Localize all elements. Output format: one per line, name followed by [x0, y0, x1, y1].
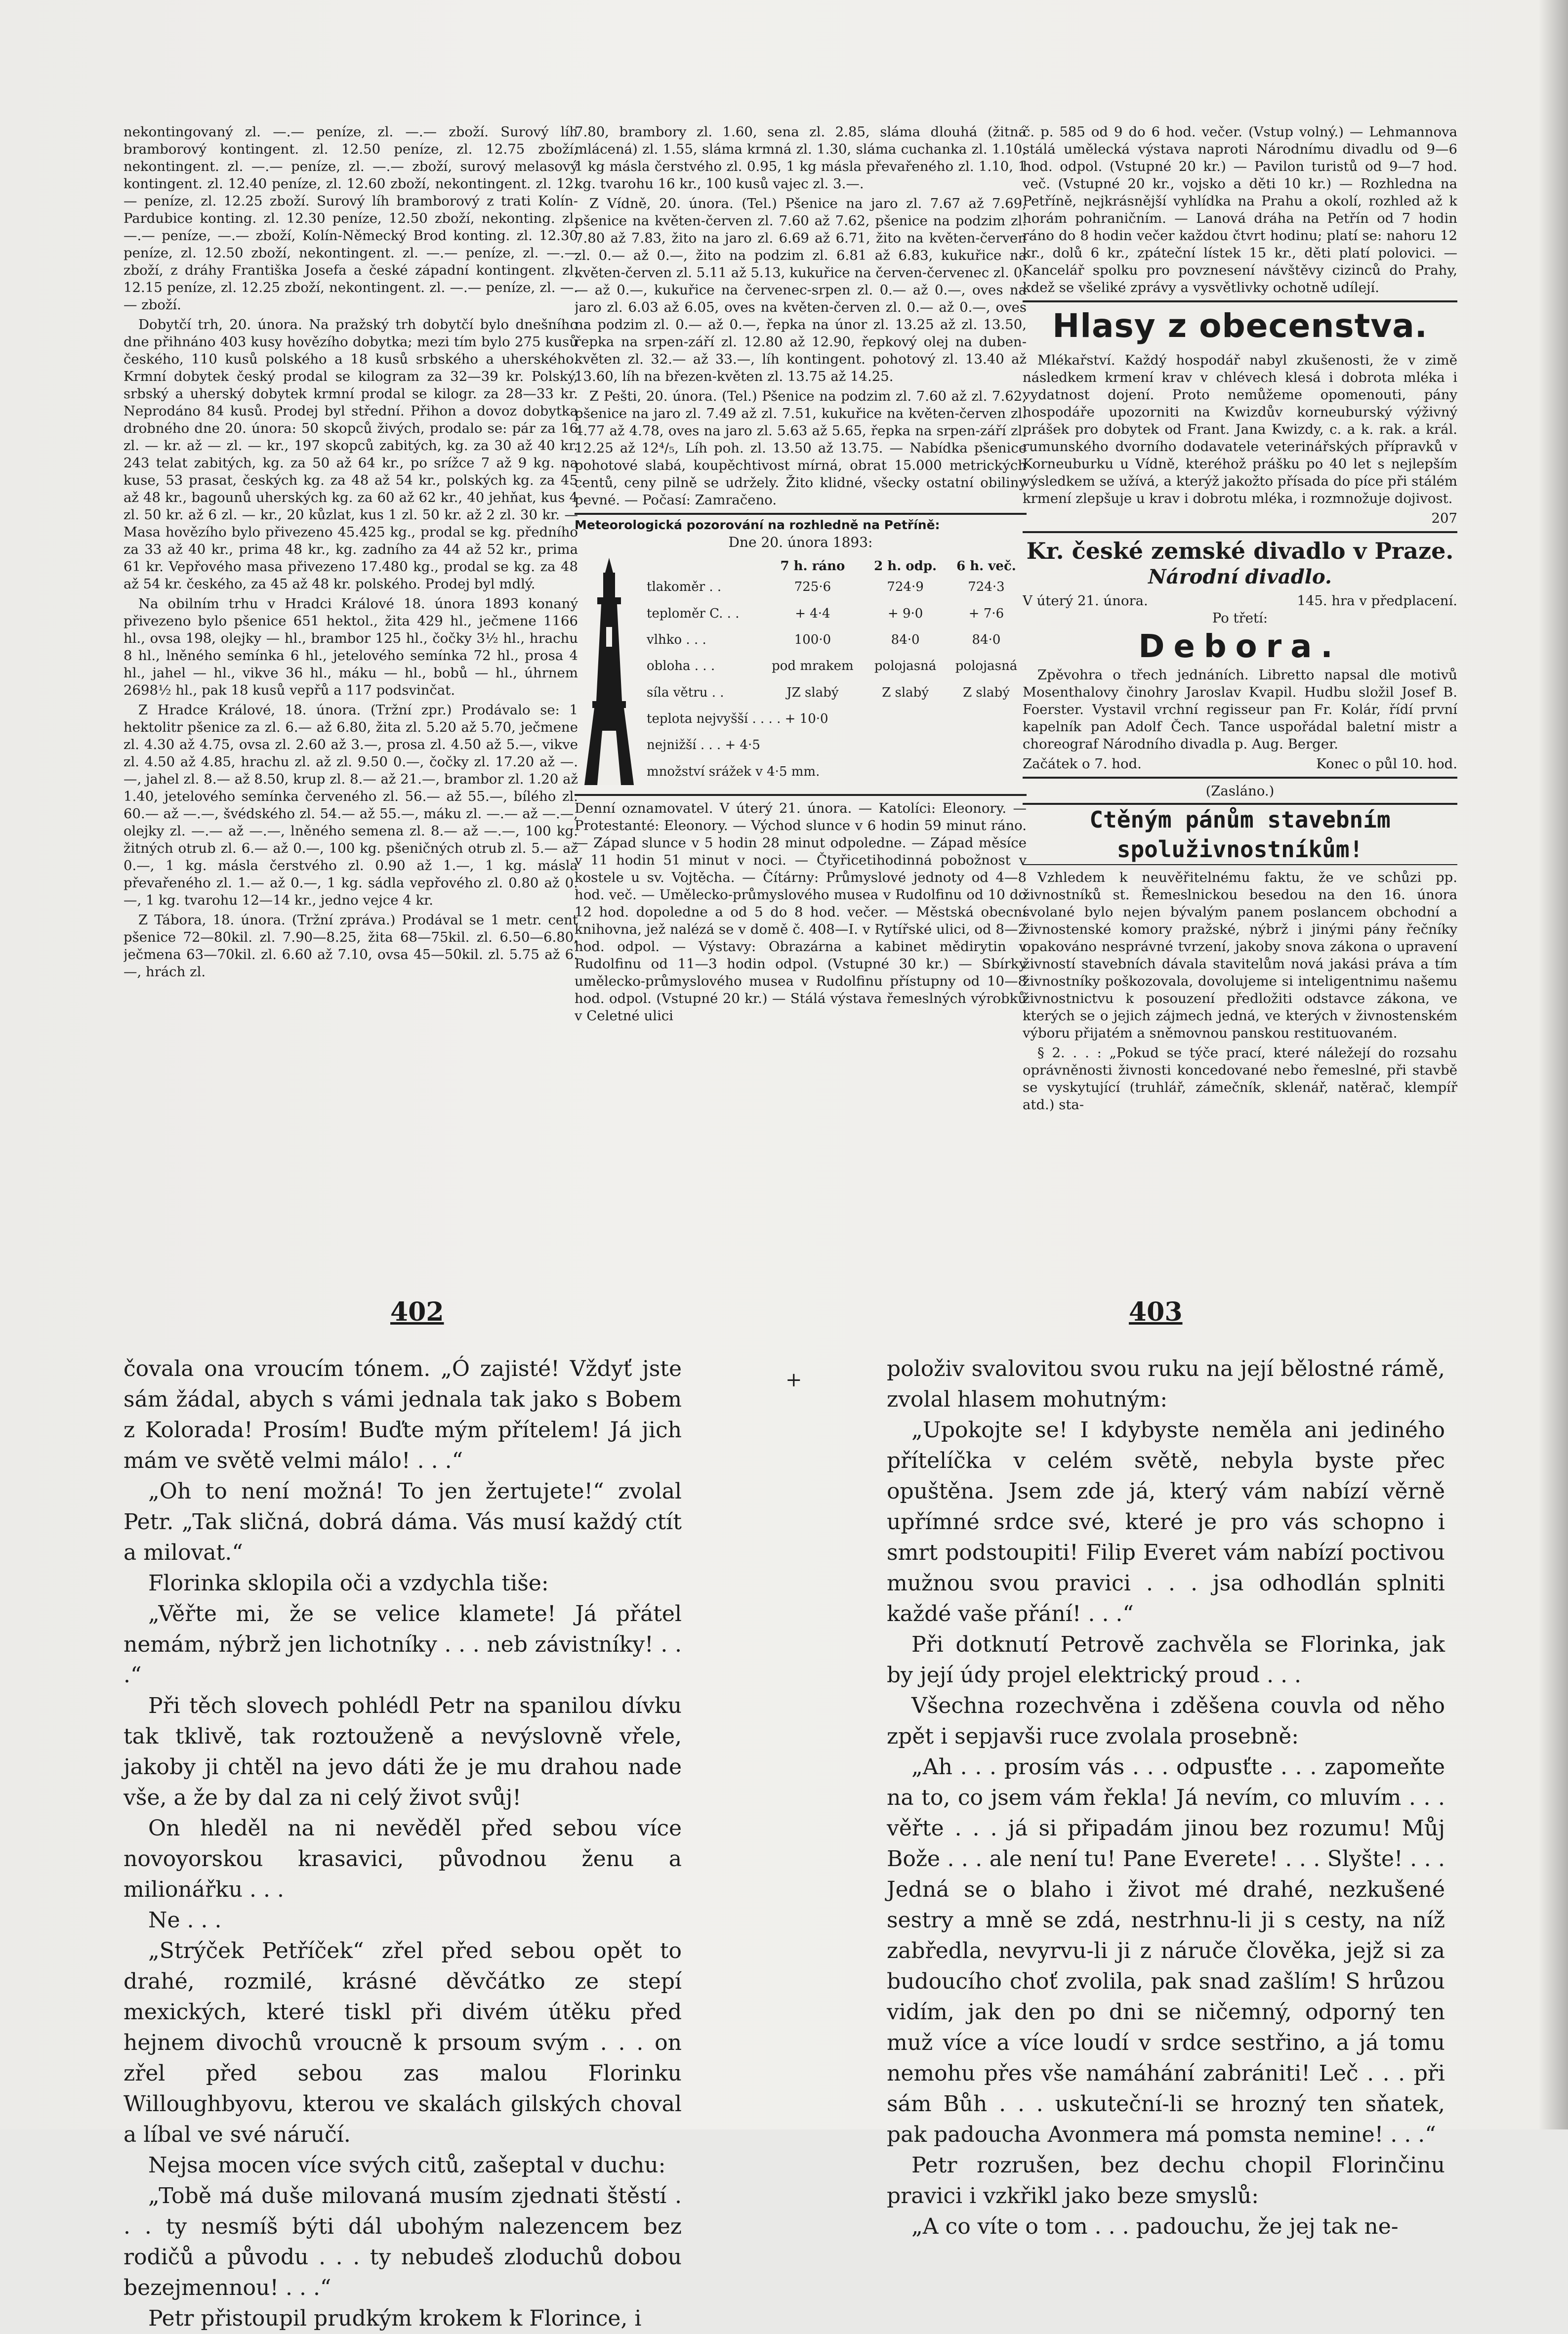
advert-title: Ctěným pánům stavebním spoluživnostníkům! — [1023, 803, 1457, 865]
paragraph: „A co víte o tom . . . padouchu, že jej tak ne- — [911, 2214, 1399, 2239]
paragraph: Při těch slovech pohlédl Petr na spanilou dívku tak tklivě, tak roztouženě a nevýslovně vřele, jakoby ji chtěl na jevo dáti že je mu drahou nade vše, a že by dal za ni celý život svůj! — [124, 1693, 682, 1810]
paragraph: On hleděl na ni nevěděl před sebou více novoyorskou krasavici, původnou ženu a milionářku . . . — [124, 1816, 682, 1902]
theatre-end: Konec o půl 10. hod. — [1316, 756, 1457, 772]
divider — [1023, 777, 1457, 779]
theatre-title: Kr. české zemské divadlo v Praze. — [1026, 538, 1454, 564]
meteo-cell: 725·6 — [794, 580, 831, 595]
table-row — [644, 685, 1027, 711]
meteo-row-label: teploměr C. . . — [647, 606, 740, 621]
theatre-perf: 145. hra v předplacení. — [1297, 593, 1457, 609]
meteo-cell: polojasná — [955, 659, 1018, 674]
table-row — [644, 658, 1027, 684]
petrin-tower-icon — [575, 553, 644, 790]
paragraph: „Tobě má duše milovaná musím zjednati štěstí . . . ty nesmíš býti dál ubohým nalezencem bez rodičů a původu . . . ty nebudeš zloduchů dobou bezejmennou! . . .“ — [124, 2183, 682, 2300]
paragraph: Z Tábora, 18. února. (Tržní zpráva.) Prodával se 1 metr. cent pšenice 72—80kil. zl. 7.90—8.25, žita 68—75kil. zl. 6.50—6.80, ječmena 63—70kil. zl. 6.60 až 7.10, ovsa 45—50kil. zl. 5.75 až 6.—, hrách zl. — [124, 912, 578, 980]
paragraph: položiv svalovitou svou ruku na její bělostné rámě, zvolal hlasem mohutným: — [887, 1356, 1445, 1412]
meteo-cell: Z slabý — [882, 685, 929, 700]
meteo-row-label: tlakoměr . . — [647, 580, 722, 595]
table-row — [644, 632, 1027, 658]
meteo-cell: + 9·0 — [887, 606, 923, 621]
meteo-cell: Z slabý — [963, 685, 1010, 700]
paragraph: „Věřte mi, že se velice klamete! Já přátel nemám, nýbrž jen lichotníky . . . neb závistníky! . . .“ — [124, 1601, 682, 1688]
meteo-row-label: obloha . . . — [647, 659, 715, 674]
margin-mark: + — [785, 1369, 802, 1391]
story-left-page — [124, 1354, 682, 2334]
table-row — [644, 579, 1027, 605]
meteo-table — [644, 553, 1027, 790]
meteo-cell: 724·3 — [968, 580, 1005, 595]
paragraph: Petr rozrušen, bez dechu chopil Florinčinu pravici i vzkřikl jako beze smyslů: — [887, 2153, 1445, 2209]
meteo-col-header: 6 h. več. — [956, 558, 1016, 574]
page-edge-shadow — [1538, 0, 1568, 2129]
paragraph: „Upokojte se! I kdybyste neměla ani jediného přítelíčka v celém světě, nebyla byste přec opuštěna. Jsem zde já, který vám nabízí věrně upřímné srdce své, které je pro vás schopno i smrt podstoupiti! Filip Everet vám nabízí poctivou mužnou svou pravici . . . jsa odhodlán splniti každé vaše přání! . . .“ — [887, 1417, 1445, 1626]
ad-number: 207 — [1431, 510, 1457, 526]
paragraph: Florinka sklopila oči a vzdychla tiše: — [148, 1571, 549, 1596]
meteo-corner — [644, 553, 761, 579]
theatre-times-row — [1023, 755, 1457, 773]
page-number-left: 402 — [390, 1297, 444, 1327]
paragraph: čovala ona vroucím tónem. „Ó zajisté! Vždyť jste sám žádal, abych s vámi jednala tak jako s Bobem z Kolorada! Prosím! Buďte mým přítelem! Já jich mám ve světě velmi málo! . . .“ — [124, 1356, 682, 1473]
meteo-cell: 100·0 — [794, 632, 831, 647]
theatre-info-row — [1023, 592, 1457, 610]
paragraph: Z Hradce Králové, 18. února. (Tržní zpr.) Prodávalo se: 1 hektolitr pšenice za zl. 6.— až 6.80, žita zl. 5.20 až 5.70, ječmene zl. 4.30 až 4.75, ovsa zl. 2.60 až 3.—, prosa zl. 4.50 až 5.—, vikve zl. 4.50 až 4.85, hrachu zl. až zl. 9.50 0.—, čočky zl. 17.20 až —.—, jahel zl. 8.— až 8.50, krup zl. 8.— až 21.—, brambor zl. 1.20 až 1.40, jetelového semínka červeného zl. 56.— až 55.—, bílého zl. 60.— až —.—, švédského zl. 54.— až 55.—, máku zl. —.— až —.—, olejky zl. —.— až —.—, lněného semena zl. 8.— až —.—, 100 kg. žitných otrub zl. 6.— až 0.—, 100 kg. pšeničných otrub zl. 5.— až 0.—, 1 kg. másla čerstvého zl. 0.90 až 1.—, 1 kg. másla převařeného zl. 1.— až 0.—, 1 kg. sádla vepřového zl. 0.80 až 0.—, 1 kg. tvarohu 12—14 kr., jedno vejce 4 kr. — [124, 702, 578, 908]
paragraph: Při dotknutí Petrově zachvěla se Florinka, jak by její údy projel elektrický proud . . . — [887, 1632, 1445, 1688]
table-row — [644, 606, 1027, 632]
meteo-row-label: vlhko . . . — [647, 632, 706, 647]
divider — [1023, 300, 1457, 302]
meteo-cell: + 7·6 — [968, 606, 1004, 621]
paragraph: Nejsa mocen více svých citů, zašeptal v duchu: — [148, 2153, 666, 2178]
meteo-cell: pod mrakem — [772, 659, 854, 674]
theatre-day: V úterý 21. února. — [1023, 593, 1148, 609]
column-market-reports — [124, 124, 578, 1166]
paragraph: Na obilním trhu v Hradci Králové 18. února 1893 konaný přivezeno bylo pšenice 651 hektol., žita 429 hl., ječmene 1166 hl., ovsa 198, olejky — hl., brambor 125 hl., čočky 3½ hl., hrachu 8 hl., lněného semínka 6 hl., jetelového semínka 72 hl., prosa 4 hl., jahel — hl., vikve 36 hl., máku — hl., bobů — hl., úhrnem 2698½ hl., pak 18 kusů vepřů a 117 podsvinčat. — [124, 596, 578, 698]
paragraph: Mlékařství. Každý hospodář nabyl zkušenosti, že v zimě následkem krmení krav v chlévech klesá i dobrota mléka i vydatnost dojení. Proto nemůžeme opomenouti, pány hospodáře upozorniti na Kwizdův korneuburský výživný prášek pro dobytek od Frant. Jana Kwizdy, c. a k. rak. a král. rumunského dvorního dodavatele veterinářských přípravků v Korneuburku u Vídně, kteréhož prášku po 40 let s nejlepším výsledkem se užívá, a kterýž jakožto přísada do píce při stálém krmení zlepšuje u krav i dobrotu mléka, i rozmnožuje dojivost. — [1023, 352, 1457, 506]
divider — [575, 794, 1027, 796]
paragraph: Všechna rozechvěna i zděšena couvla od něho zpět i sepjavši ruce zvolala prosebně: — [887, 1693, 1445, 1749]
meteo-date: Dne 20. února 1893: — [728, 534, 873, 550]
paragraph: Zpěvohra o třech jednáních. Libretto napsal dle motivů Mosenthalovy činohry Jaroslav Kvapil. Hudbu složil Josef B. Foerster. Vystavil vrchní regisseur pan Fr. Kolár, řídí první kapelník pan Adolf Čech. Tance uspořádal baletní mistr a choreograf Národního divadla p. Aug. Berger. — [1023, 667, 1457, 752]
paragraph: nekontingovaný zl. —.— peníze, zl. —.— zboží. Surový líh bramborový kontingent. zl. 12.50 peníze, zl. 12.75 zboží, nekontingent. zl. —.— peníze, zl. —.— zboží, surový melasový kontingent. zl. 12.40 peníze, zl. 12.60 zboží, nekontingent. zl. 12.— peníze, zl. 12.25 zboží. Surový líh bramborový z trati Kolín-Pardubice konting. zl. 12.30 peníze, 12.50 zboží, nekonting. zl. —.— peníze, —.— zboží, Kolín-Německý Brod konting. zl. 12.30 peníze, zl. 12.50 zboží, nekontingent. zl. —.— peníze, zl. —.— zboží, z dráhy Františka Josefa a české západní kontingent. zl. 12.15 peníze, zl. 12.25 zboží, nekontingent. zl. —.— peníze, zl. —.— zboží. — [124, 124, 578, 313]
story-right-page — [887, 1354, 1445, 2242]
meteo-cell: 724·9 — [887, 580, 924, 595]
meteo-row-label: síla větru . . — [647, 685, 724, 700]
theatre-subtitle: Národní divadlo. — [1148, 565, 1332, 588]
section-title: Hlasy z obecenstva. — [1052, 307, 1428, 345]
meteo-col-header: 2 h. odp. — [874, 558, 937, 574]
meteo-box — [575, 553, 1027, 790]
meteo-cell: JZ slabý — [786, 685, 839, 700]
meteo-cell: 84·0 — [972, 632, 1001, 647]
play-title: Debora. — [1138, 628, 1342, 665]
paragraph: Vzhledem k neuvěřitelnému faktu, že ve schůzi pp. živnostníků st. Řemeslnickou besedou na den 16. února svolané bylo nejen bývalým panem poslancem obchodní a živnostenské komory pražské, nýbrž i jinými pány řečníky opakováno nesprávné tvrzení, jakoby snova zákona o upravení živností stavebních dávala stavitelům nová jakási práva a tím živnostníky poškozovala, dovolujeme si inteligentnimu našemu živnostnictvu k posouzení předložiti odstavce zákona, ve kterých se o jejich zájmech jedná, ve kterých v živnostenském výboru přijatém a sněmovnou panskou restituovaném. — [1023, 870, 1457, 1041]
zaslano-label: (Zasláno.) — [1205, 783, 1275, 799]
paragraph: Dobytčí trh, 20. února. Na pražský trh dobytčí bylo dnešního dne přihnáno 403 kusy hovězího dobytka; mezi tím bylo 275 kusů českého, 110 kusů polského a 18 kusů srbského a uherského. Krmní dobytek český prodal se kilogram za 32—39 kr. Polský, srbský a uherský dobytek krmní prodal se kilogr. za 28—33 kr. Neprodáno 84 kusů. Prodej byl střední. Přihon a dovoz dobytka drobného dne 20. února: 50 skopců živých, prodalo se: pár za 16 zl. — kr. až — zl. — kr., 197 skopců zabitých, kg. za 30 až 40 kr. 243 telat zabitých, kg. za 50 až 64 kr., po srížce 7 až 9 kg. na kuse, 53 prasat, českých kg. za 48 až 54 kr., polských kg. za 45 až 48 kr., bagounů uherských kg. za 60 až 62 kr., 40 jehňat, kus 4 zl. 50 kr. až 6 zl. — kr., 20 kůzlat, kus 1 zl. 50 kr. až 2 zl. 30 kr. — Masa hovězího bylo přivezeno 45.425 kg., prodal se kg. předního za 33 až 40 kr., prima 48 kr., kg. zadního za 44 až 52 kr., prima 61 kr. Vepřového masa přivezeno 17.480 kg., prodal se kg. za 48 až 54 kr. českého, za 45 až 48 kr. polského. Prodej byl mdlý. — [124, 317, 578, 592]
theatre-tret: Po třetí: — [1212, 610, 1268, 626]
paragraph: Denní oznamovatel. V úterý 21. února. — Katolíci: Eleonory. — Protestanté: Eleonory. — Východ slunce v 6 hodin 59 minut ráno. — Západ slunce v 5 hodin 28 minut odpoledne. — Západ měsíce v 11 hodin 51 minut v noci. — Čtyřicetihodinná pobožnost v kostele u sv. Vojtěcha. — Čítárny: Průmyslové jednoty od 4—8 hod. več. — Umělecko-průmyslového musea v Rudolfinu od 10 do 12 hod. dopoledne a od 5 do 8 hod. večer. — Městská obecní knihovna, jež nalézá se v domě č. 408—I. v Rytířské ulici, od 8—2 hod. odpol. — Výstavy: Obrazárna a kabinet mědirytin v Rudolfinu od 11—3 hodin odpol. (Vstupné 30 kr.) — Sbírky umělecko-průmyslového musea v Rudolfinu přístupny od 10—8 hod. odpol. (Vstupné 20 kr.) — Stálá výstava řemeslných výrobků v Celetné ulici — [575, 800, 1027, 1024]
meteo-extra: množství srážek v 4·5 mm. — [647, 764, 820, 779]
paragraph: Ne . . . — [148, 1908, 222, 1933]
paragraph: „Strýček Petříček“ zřel před sebou opět to drahé, rozmilé, krásné děvčátko ze stepí mexických, které tiskl při divém útěku před hejnem divochů vroucně k prsoum svým . . . on zřel před sebou zas malou Florinku Willoughbyovu, kterou ve skalách gilských choval a líbal ve své náručí. — [124, 1938, 682, 2147]
meteo-extra: teplota nejvyšší . . . . + 10·0 — [647, 711, 828, 726]
column-notices — [1023, 124, 1457, 1166]
paragraph: 7.80, brambory zl. 1.60, sena zl. 2.85, sláma dlouhá (žitná mlácená) zl. 1.55, sláma krmná zl. 1.30, sláma cuchanka zl. 1.10, 1 kg másla čerstvého zl. 0.95, 1 kg másla převařeného zl. 1.10, 1 kg. tvarohu 16 kr., 100 kusů vajec zl. 3.—. — [575, 124, 1027, 192]
paragraph: „Ah . . . prosím vás . . . odpusťte . . . zapomeňte na to, co jsem vám řekla! Já nevím, co mluvím . . . věřte . . . já si připadám jinou bez rozumu! Můj Bože . . . ale není tu! Pane Everete! . . . Slyšte! . . . Jedná se o blaho i život mé drahé, nezkušené sestry a mně se zdá, nestrhnu-li ji s cesty, na níž zabředla, nevyrvu-li ji z náruče člověka, jejž si za budoucího choť zvolila, pak snad zašlím! S hrůzou vidím, jak den po dni se ničemný, odporný ten muž více a více loudí v srdce sestřino, a já tomu nemohu přes vše namáhání zabrániti! Leč . . . při sám Bůh . . . uskuteční-li se hrozný ten sňatek, pak padoucha Avonmera má pomsta nemine! . . .“ — [887, 1754, 1445, 2147]
meteo-cell: 84·0 — [891, 632, 920, 647]
meteo-title: Meteorologická pozorování na rozhledně na Petříně: — [575, 513, 1027, 534]
meteo-cell: + 4·4 — [795, 606, 830, 621]
meteo-cell: polojasná — [874, 659, 937, 674]
page-number-right: 403 — [1129, 1297, 1183, 1327]
paragraph: „Oh to není možná! To jen žertujete!“ zvolal Petr. „Tak sličná, dobrá dáma. Vás musí každý ctít a milovat.“ — [124, 1479, 682, 1565]
column-grain-weather — [575, 124, 1027, 1166]
paragraph: § 2. . . : „Pokud se týče prací, které náležejí do rozsahu oprávněnosti živnosti koncedované nebo řemeslné, při stavbě se vyskytující (truhlář, zámečník, sklenář, natěrač, klempíř atd.) sta- — [1023, 1045, 1457, 1113]
paragraph: Z Pešti, 20. února. (Tel.) Pšenice na podzim zl. 7.60 až zl. 7.62, pšenice na jaro zl. 7.49 až zl. 7.51, kukuřice na květen-červen zl. 4.77 až 4.78, oves na jaro zl. 5.63 až 5.65, řepka na srpen-září zl. 12.25 až 12⁴/₅, Líh poh. zl. 13.50 až 13.75. — Nabídka pšenice pohotové slabá, koupěchtivost mírná, obrat 15.000 metrických centů, ceny pilně se udržely. Žito klidné, všecky ostatní obiliny pevné. — Počasí: Zamračeno. — [575, 388, 1027, 508]
meteo-extra: nejnižší . . . + 4·5 — [647, 738, 760, 753]
meteo-col-header: 7 h. ráno — [780, 558, 845, 574]
divider — [1023, 531, 1457, 533]
theatre-start: Začátek o 7. hod. — [1023, 756, 1142, 772]
paragraph: Z Vídně, 20. února. (Tel.) Pšenice na jaro zl. 7.67 až 7.69, pšenice na květen-červen zl. 7.60 až 7.62, pšenice na podzim zl. 7.80 až 7.83, žito na jaro zl. 6.69 až 6.71, žito na květen-červen zl. 0.— až 0.—, žito na podzim zl. 6.81 až 6.83, kukuřice na květen-červen zl. 5.11 až 5.13, kukuřice na červen-červenec zl. 0.— až 0.—, kukuřice na červenec-srpen zl. 0.— až 0.—, oves na jaro zl. 6.03 až 6.05, oves na květen-červen zl. 0.— až 0.—, oves na podzim zl. 0.— až 0.—, řepka na únor zl. 13.25 až zl. 13.50, řepka na srpen-září zl. 12.80 až 12.90, řepkový olej na duben-květen zl. 32.— až 33.—, líh kontingent. pohotový zl. 13.40 až 13.60, líh na březen-květen zl. 13.75 až 14.25. — [575, 196, 1027, 384]
paragraph: č. p. 585 od 9 do 6 hod. večer. (Vstup volný.) — Lehmannova stálá umělecká výstava naproti Národnímu divadlu od 9—6 hod. odpol. (Vstupné 20 kr.) — Pavilon turistů od 9—7 hod. več. (Vstupné 20 kr., vojsko a děti 10 kr.) — Rozhledna na Petříně, nejkrásnější vyhlídka na Prahu a okolí, rozhled až k horám pohraničním. — Lanová dráha na Petřín od 7 hodin ráno do 8 hodin večer každou čtvrt hodinu; platí se: nahoru 12 kr., dolů 6 kr., zpáteční lístek 15 kr., děti platí polovici. — Kancelář spolku pro povznesení návštěvy cizinců do Prahy, kdež se všeliké zprávy a vysvětlivky ochotně udílejí. — [1023, 124, 1457, 295]
paragraph: Petr přistoupil prudkým krokem k Florince, i — [148, 2306, 642, 2331]
